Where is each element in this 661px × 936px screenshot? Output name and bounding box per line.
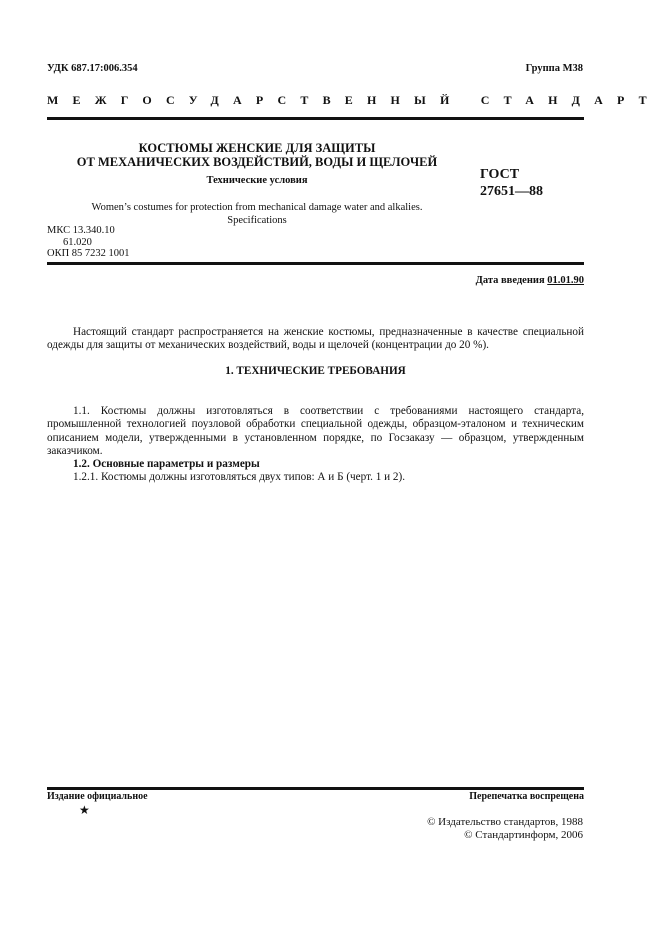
english-title: [47, 201, 467, 227]
okp-code: ОКП 85 7232 1001: [47, 248, 130, 259]
english-title-line-2: Specifications: [227, 215, 287, 226]
reprint-prohibited: Перепечатка воспрещена: [469, 791, 584, 802]
section-heading: 1. ТЕХНИЧЕСКИЕ ТРЕБОВАНИЯ: [225, 365, 406, 377]
header-divider: [47, 262, 584, 265]
intro-date-value: 01.01.90: [547, 275, 584, 286]
group-code: Группа М38: [525, 63, 583, 74]
english-title-line-1: Women’s costumes for protection from mechanical damage water and alkalies.: [91, 202, 423, 213]
gost-label: ГОСТ: [480, 167, 520, 182]
udk-code: УДК 687.17:006.354: [47, 63, 138, 74]
clause-1-2: 1.2. Основные параметры и размеры: [73, 458, 260, 471]
intro-date-label: Дата введения: [475, 275, 545, 286]
title-line-1: КОСТЮМЫ ЖЕНСКИЕ ДЛЯ ЗАЩИТЫ: [138, 141, 376, 155]
mks-code-2: 61.020: [63, 236, 92, 248]
mks-code: МКС 13.340.10: [47, 225, 115, 236]
document-subtitle: Технические условия: [206, 175, 308, 186]
intro-text: Настоящий стандарт распространяется на женские костюмы, предназначенные в качестве специальной одежды для защиты от механических воздействий, воды и щелочей (концентрации до 20 %).: [47, 326, 584, 352]
clause-1-2-1: 1.2.1. Костюмы должны изготовляться двух типов: А и Б (черт. 1 и 2).: [73, 471, 406, 484]
top-divider: [47, 117, 584, 120]
footer-divider: [47, 787, 584, 790]
classification-codes: [47, 225, 130, 260]
official-edition: Издание официальное: [47, 791, 148, 802]
gost-designation: [480, 166, 543, 200]
copyright: [427, 816, 583, 841]
intro-date: [476, 275, 584, 286]
interstate-standard-heading: МЕЖГОСУДАРСТВЕННЫЙ СТАНДАРТ: [47, 93, 661, 107]
document-title: [47, 141, 467, 169]
copyright-1: © Издательство стандартов, 1988: [427, 816, 583, 828]
copyright-2: © Стандартинформ, 2006: [464, 828, 583, 841]
star-icon: ★: [79, 803, 90, 817]
section-body: [47, 405, 584, 485]
clause-1-1: 1.1. Костюмы должны изготовляться в соответствии с требованиями настоящего стандарта, промышленной технологией поузловой обработки специальной одежды, образцом-эталоном и техническим описанием модели, утвержденными в установленном порядке, по Госзаказу — образцом, утвержденным заказчиком.: [47, 405, 584, 457]
title-line-2: ОТ МЕХАНИЧЕСКИХ ВОЗДЕЙСТВИЙ, ВОДЫ И ЩЕЛОЧЕЙ: [76, 155, 438, 169]
intro-paragraph: [47, 326, 584, 353]
gost-number: 27651—88: [480, 184, 543, 199]
